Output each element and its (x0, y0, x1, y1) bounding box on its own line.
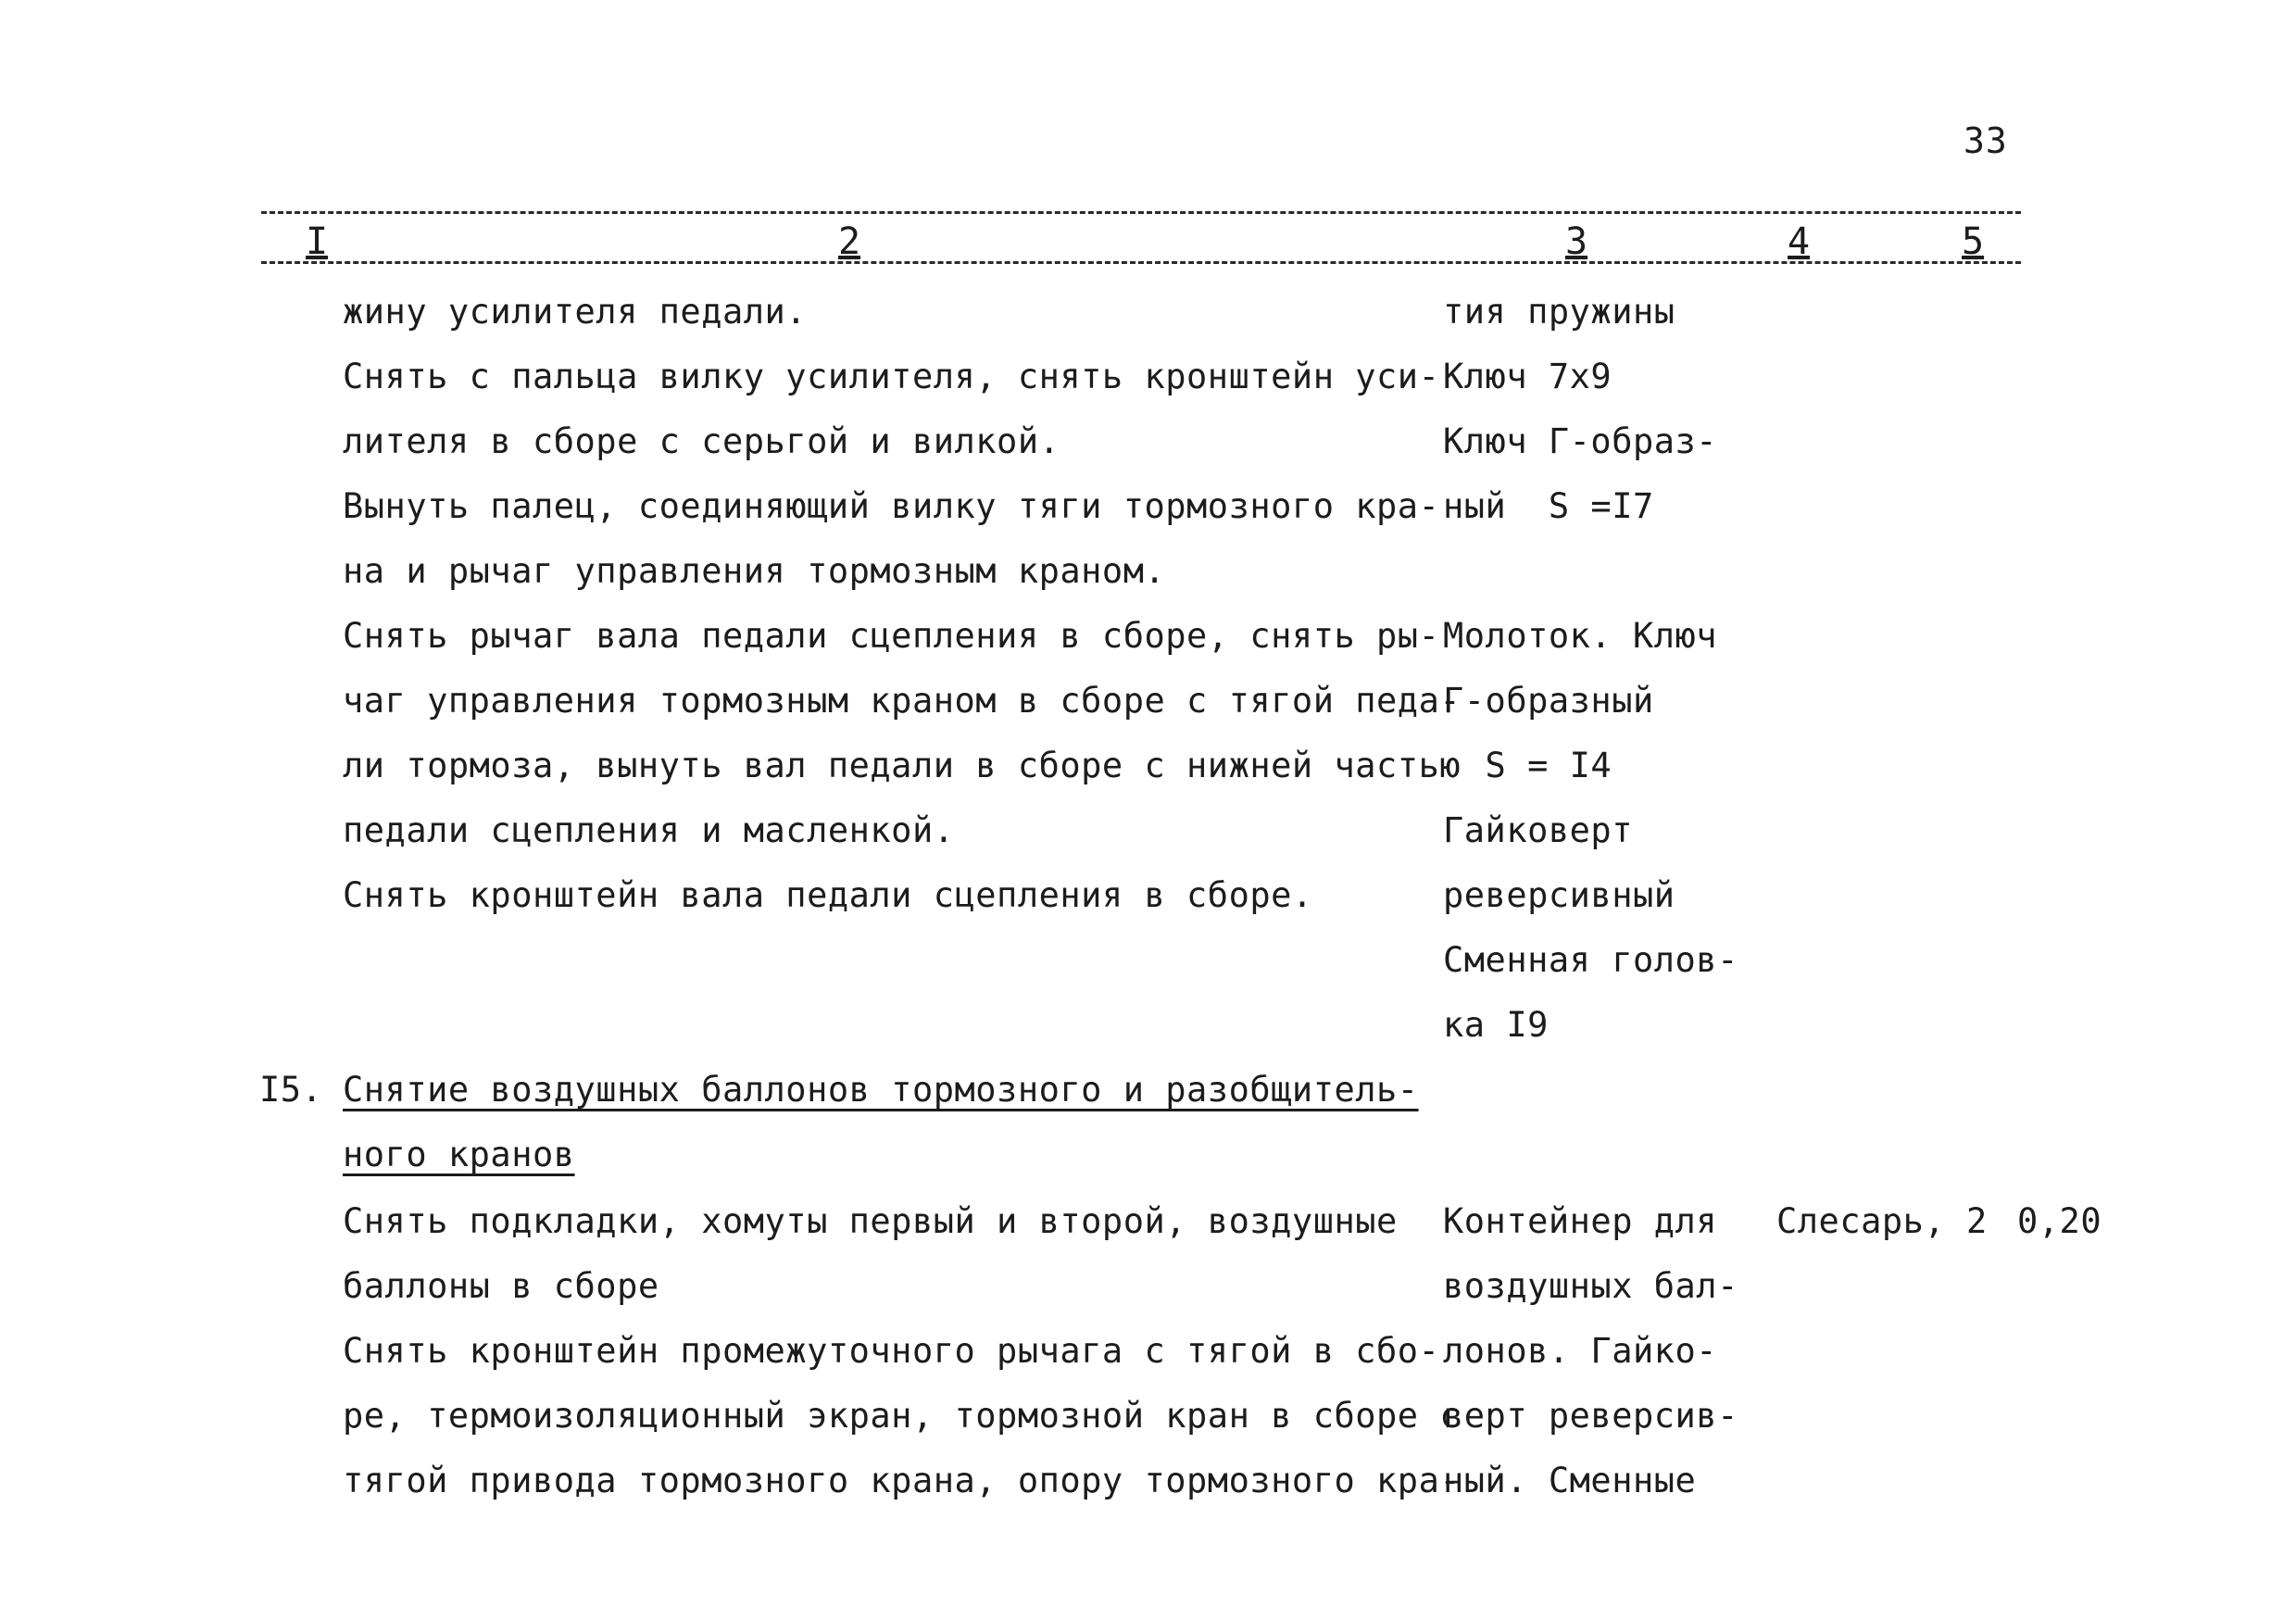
text-line: баллоны в сборе (343, 1266, 659, 1306)
section-title: ного кранов (343, 1135, 575, 1174)
tool-line: Г-образный (1443, 681, 1654, 721)
tool-line: Гайковерт (1443, 810, 1633, 850)
tool-line: Ключ Г-образ- (1443, 421, 1718, 461)
tool-line: лонов. Гайко- (1443, 1331, 1718, 1371)
text-line: Снять с пальца вилку усилителя, снять кронштейн уси- (343, 357, 1440, 396)
text-line: Снять кронштейн вала педали сцепления в сборе. (343, 875, 1313, 915)
tool-line: ка I9 (1443, 1005, 1549, 1045)
tool-line: ный. Сменные (1443, 1461, 1697, 1500)
text-line: лителя в сборе с серьгой и вилкой. (343, 421, 1060, 461)
text-line: Снять кронштейн промежуточного рычага с тягой в сбо- (343, 1331, 1440, 1371)
tool-line: реверсивный (1443, 875, 1675, 915)
column-header-5: 5 (1962, 220, 1985, 263)
time-norm: 0,20 (2017, 1201, 2102, 1241)
column-header-3: 3 (1565, 220, 1588, 263)
tool-line: ный S =I7 (1443, 486, 1654, 526)
table-top-rule (261, 211, 2021, 214)
text-line: Снять подкладки, хомуты первый и второй, воздушные (343, 1201, 1398, 1241)
text-line: Вынуть палец, соединяющий вилку тяги тормозного кра- (343, 486, 1440, 526)
table-header-rule (261, 261, 2021, 264)
tool-line: Молоток. Ключ (1443, 616, 1718, 656)
text-line: педали сцепления и масленкой. (343, 810, 955, 850)
column-header-1: I (306, 220, 329, 263)
section-number: I5. (259, 1070, 323, 1110)
tool-line: верт реверсив- (1443, 1396, 1738, 1436)
tool-line: тия пружины (1443, 292, 1675, 332)
text-line: ли тормоза, вынуть вал педали в сборе с нижней частью (343, 746, 1462, 785)
tool-line: Ключ 7х9 (1443, 357, 1612, 396)
text-line: ре, термоизоляционный экран, тормозной кран в сборе с (343, 1396, 1462, 1436)
page-number: 33 (1964, 120, 2008, 161)
text-line: Снять рычаг вала педали сцепления в сборе, снять ры- (343, 616, 1440, 656)
text-line: тягой привода тормозного крана, опору тормозного кра- (343, 1461, 1462, 1500)
section-title: Снятие воздушных баллонов тормозного и разобщитель- (343, 1070, 1419, 1110)
tool-line: Контейнер для (1443, 1201, 1718, 1241)
worker-grade: Слесарь, 2 (1776, 1201, 1988, 1241)
tool-line: Сменная голов- (1443, 940, 1738, 980)
text-line: жину усилителя педали. (343, 292, 808, 332)
tool-line: воздушных бал- (1443, 1266, 1738, 1306)
column-header-2: 2 (838, 220, 861, 263)
text-line: чаг управления тормозным краном в сборе с тягой педа- (343, 681, 1462, 721)
text-line: на и рычаг управления тормозным краном. (343, 551, 1166, 591)
column-header-4: 4 (1788, 220, 1811, 263)
tool-line: S = I4 (1443, 746, 1612, 785)
